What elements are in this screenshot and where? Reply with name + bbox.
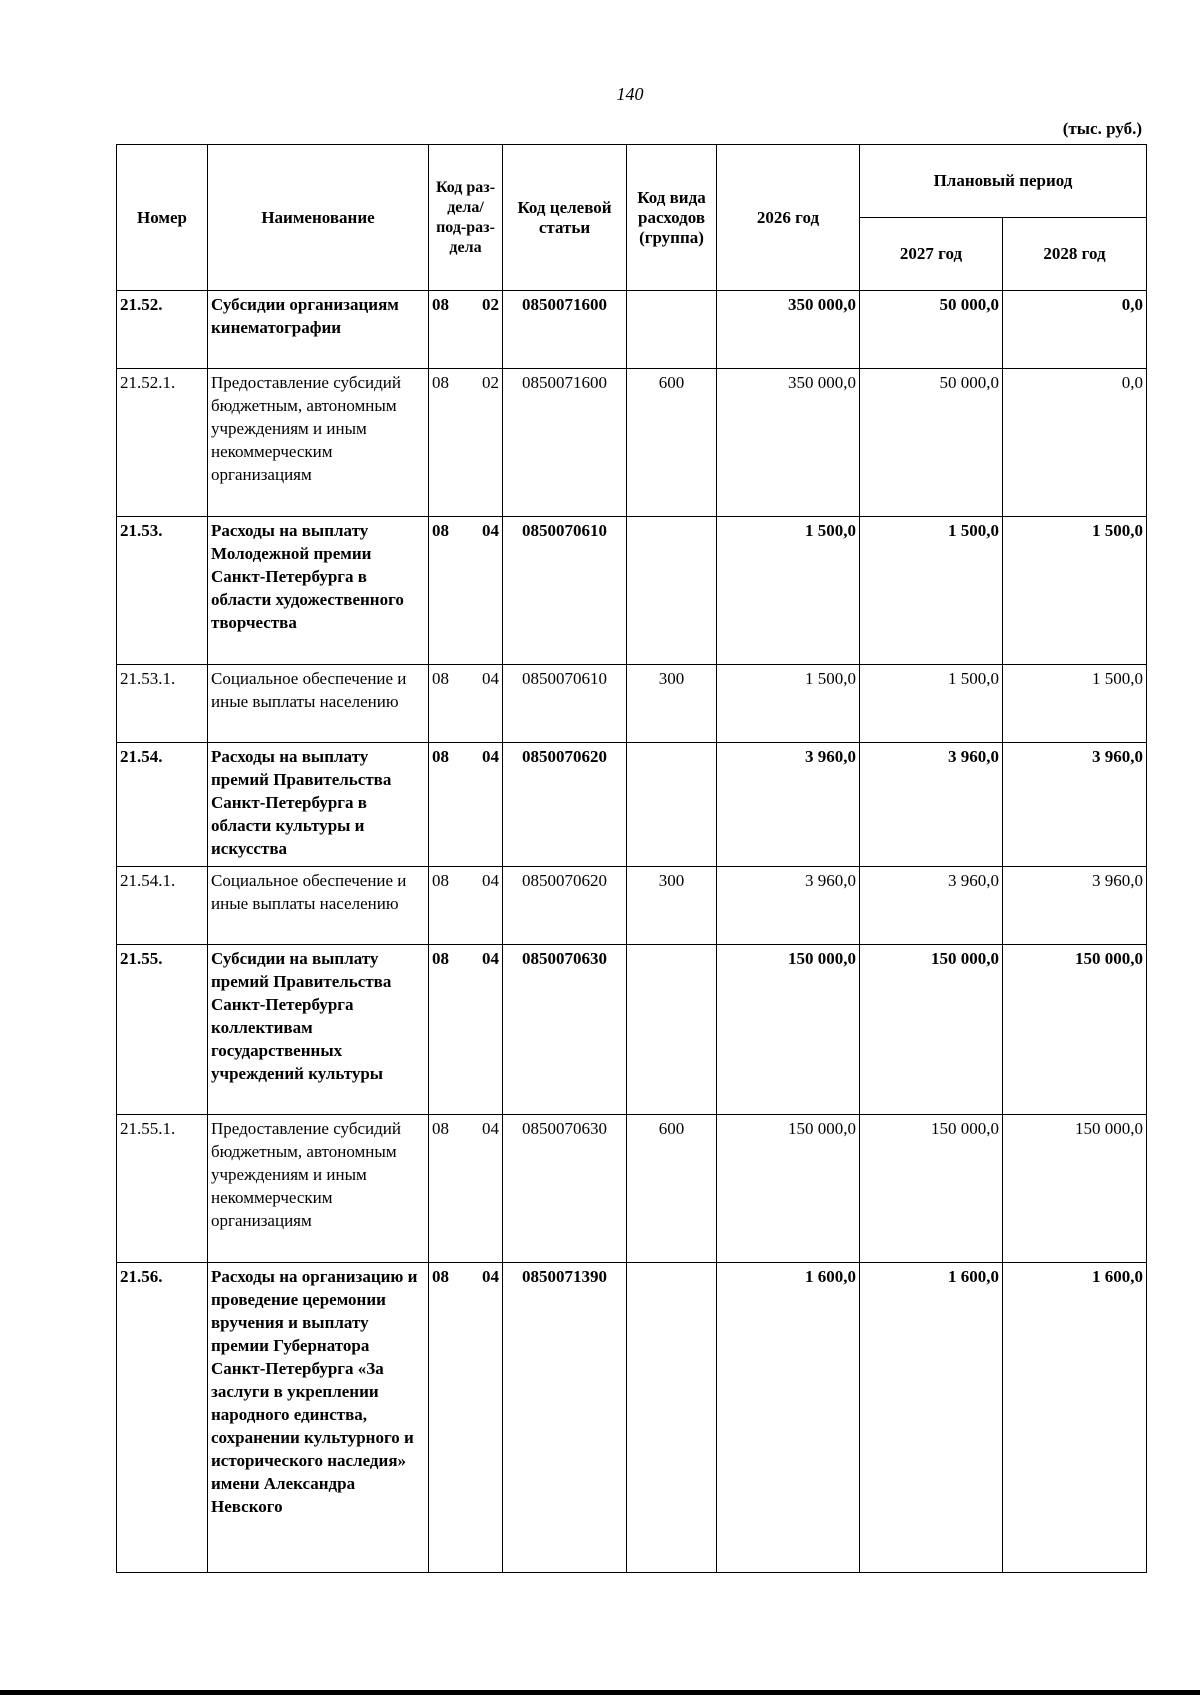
row-target: 0850070610	[503, 517, 627, 665]
row-2027: 3 960,0	[860, 743, 1003, 867]
row-name: Социальное обеспечение и иные выплаты населению	[208, 665, 429, 743]
row-subsection-code: 04	[482, 949, 499, 968]
row-2027: 3 960,0	[860, 867, 1003, 945]
row-2027: 1 500,0	[860, 665, 1003, 743]
row-kind	[627, 945, 717, 1115]
row-subsection-code: 02	[482, 295, 499, 314]
table-row	[117, 1115, 1147, 1263]
row-razdel	[429, 369, 503, 517]
row-number: 21.53.1.	[117, 665, 208, 743]
row-2027: 150 000,0	[860, 1115, 1003, 1263]
row-2028: 1 600,0	[1003, 1263, 1147, 1573]
table-row	[117, 291, 1147, 369]
row-kind: 600	[627, 369, 717, 517]
row-kind	[627, 1263, 717, 1573]
header-2026: 2026 год	[717, 145, 860, 291]
row-section-code: 08	[432, 373, 449, 392]
row-number: 21.56.	[117, 1263, 208, 1573]
row-section-code: 08	[432, 521, 449, 540]
header-target: Код целевой статьи	[503, 145, 627, 291]
row-razdel	[429, 291, 503, 369]
row-2026: 1 500,0	[717, 517, 860, 665]
row-razdel	[429, 517, 503, 665]
header-kind: Код вида расходов (группа)	[627, 145, 717, 291]
row-2027: 50 000,0	[860, 369, 1003, 517]
row-2028: 0,0	[1003, 291, 1147, 369]
row-2028: 3 960,0	[1003, 867, 1147, 945]
row-number: 21.54.1.	[117, 867, 208, 945]
row-2026: 150 000,0	[717, 945, 860, 1115]
table-row	[117, 867, 1147, 945]
row-subsection-code: 04	[482, 1267, 499, 1286]
row-name: Предоставление субсидий бюджетным, автономным учреждениям и иным некоммерческим организациям	[208, 1115, 429, 1263]
row-name: Субсидии организациям кинематографии	[208, 291, 429, 369]
row-name: Расходы на организацию и проведение церемонии вручения и выплату премии Губернатора Санкт-Петербурга «За заслуги в укреплении народного единства, сохранении культурного и исторического наследия» имени Александра Невского	[208, 1263, 429, 1573]
row-2027: 150 000,0	[860, 945, 1003, 1115]
row-kind: 300	[627, 867, 717, 945]
row-target: 0850070620	[503, 743, 627, 867]
row-target: 0850070620	[503, 867, 627, 945]
row-kind: 600	[627, 1115, 717, 1263]
row-2026: 3 960,0	[717, 743, 860, 867]
row-subsection-code: 04	[482, 871, 499, 890]
page-number: 140	[616, 84, 644, 104]
row-razdel	[429, 1263, 503, 1573]
budget-table	[116, 144, 1147, 1573]
row-kind	[627, 743, 717, 867]
row-subsection-code: 02	[482, 373, 499, 392]
row-number: 21.55.	[117, 945, 208, 1115]
row-target: 0850070630	[503, 1115, 627, 1263]
header-planned-period: Плановый период	[860, 145, 1147, 218]
row-2028: 150 000,0	[1003, 1115, 1147, 1263]
row-kind: 300	[627, 665, 717, 743]
table-body	[117, 291, 1147, 1573]
row-name: Предоставление субсидий бюджетным, автономным учреждениям и иным некоммерческим организациям	[208, 369, 429, 517]
row-name: Субсидии на выплату премий Правительства Санкт-Петербурга коллективам государственных учреждений культуры	[208, 945, 429, 1115]
scan-edge	[0, 1690, 1200, 1695]
row-section-code: 08	[432, 871, 449, 890]
row-target: 0850071390	[503, 1263, 627, 1573]
row-number: 21.52.1.	[117, 369, 208, 517]
row-2026: 1 600,0	[717, 1263, 860, 1573]
row-razdel	[429, 1115, 503, 1263]
row-2027: 1 600,0	[860, 1263, 1003, 1573]
row-target: 0850071600	[503, 291, 627, 369]
row-2028: 150 000,0	[1003, 945, 1147, 1115]
header-razdel: Код раз-дела/ под-раз-дела	[429, 145, 503, 291]
row-subsection-code: 04	[482, 669, 499, 688]
row-2026: 150 000,0	[717, 1115, 860, 1263]
header-number: Номер	[117, 145, 208, 291]
row-kind	[627, 517, 717, 665]
table-row	[117, 665, 1147, 743]
units-label: (тыс. руб.)	[1062, 119, 1142, 138]
row-2028: 1 500,0	[1003, 665, 1147, 743]
row-section-code: 08	[432, 669, 449, 688]
row-razdel	[429, 743, 503, 867]
row-number: 21.55.1.	[117, 1115, 208, 1263]
row-razdel	[429, 867, 503, 945]
row-2026: 350 000,0	[717, 291, 860, 369]
row-name: Расходы на выплату премий Правительства Санкт-Петербурга в области культуры и искусства	[208, 743, 429, 867]
row-section-code: 08	[432, 295, 449, 314]
row-section-code: 08	[432, 747, 449, 766]
row-section-code: 08	[432, 1267, 449, 1286]
row-target: 0850070630	[503, 945, 627, 1115]
row-section-code: 08	[432, 1119, 449, 1138]
header-2028: 2028 год	[1003, 218, 1147, 291]
row-subsection-code: 04	[482, 747, 499, 766]
row-subsection-code: 04	[482, 1119, 499, 1138]
table-row	[117, 517, 1147, 665]
row-razdel	[429, 665, 503, 743]
row-number: 21.52.	[117, 291, 208, 369]
row-target: 0850071600	[503, 369, 627, 517]
row-2028: 0,0	[1003, 369, 1147, 517]
row-number: 21.54.	[117, 743, 208, 867]
row-razdel	[429, 945, 503, 1115]
header-name: Наименование	[208, 145, 429, 291]
row-2028: 3 960,0	[1003, 743, 1147, 867]
row-2026: 350 000,0	[717, 369, 860, 517]
row-2026: 1 500,0	[717, 665, 860, 743]
table-row	[117, 1263, 1147, 1573]
row-target: 0850070610	[503, 665, 627, 743]
row-section-code: 08	[432, 949, 449, 968]
table-row	[117, 743, 1147, 867]
row-name: Расходы на выплату Молодежной премии Санкт-Петербурга в области художественного творчества	[208, 517, 429, 665]
row-name: Социальное обеспечение и иные выплаты населению	[208, 867, 429, 945]
row-2027: 50 000,0	[860, 291, 1003, 369]
header-2027: 2027 год	[860, 218, 1003, 291]
table-row	[117, 945, 1147, 1115]
row-2026: 3 960,0	[717, 867, 860, 945]
row-number: 21.53.	[117, 517, 208, 665]
row-subsection-code: 04	[482, 521, 499, 540]
table-row	[117, 369, 1147, 517]
row-2027: 1 500,0	[860, 517, 1003, 665]
row-kind	[627, 291, 717, 369]
row-2028: 1 500,0	[1003, 517, 1147, 665]
